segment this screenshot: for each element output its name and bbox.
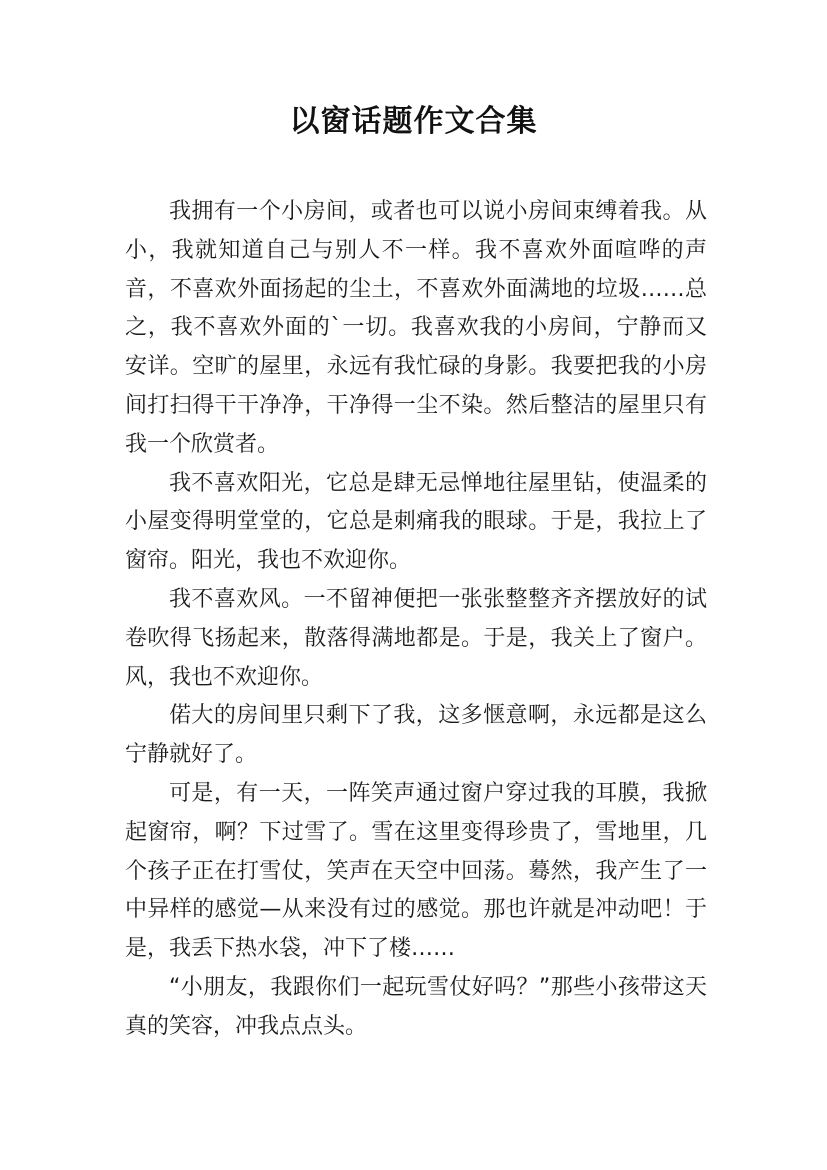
- document-title: 以窗话题作文合集: [289, 104, 538, 139]
- paragraph: 我拥有一个小房间，或者也可以说小房间束缚着我。从小，我就知道自己与别人不一样。我不喜欢外面喧哗的声音，不喜欢外面扬起的尘土，不喜欢外面满地的垃圾……总之，我不喜欢外面的`一切。我喜欢我的小房间，宁静而又安详。空旷的屋里，永远有我忙碌的身影。我要把我的小房间打扫得干干净净，干净得一尘不染。然后整洁的屋里只有我一个欣赏者。: [125, 199, 707, 457]
- paragraph: 我不喜欢阳光，它总是肆无忌惮地往屋里钻，使温柔的小屋变得明堂堂的，它总是刺痛我的眼球。于是，我拉上了窗帘。阳光，我也不欢迎你。: [125, 470, 707, 574]
- paragraph: 偌大的房间里只剩下了我，这多惬意啊，永远都是这么宁静就好了。: [125, 703, 707, 768]
- paragraph: 我不喜欢风。一不留神便把一张张整整齐齐摆放好的试卷吹得飞扬起来，散落得满地都是。于是，我关上了窗户。风，我也不欢迎你。: [125, 586, 707, 690]
- document-body: [125, 193, 707, 1047]
- paragraph: “小朋友，我跟你们一起玩雪仗好吗？”那些小孩带这天真的笑容，冲我点点头。: [125, 974, 707, 1039]
- paragraph: 可是，有一天，一阵笑声通过窗户穿过我的耳膜，我掀起窗帘，啊？下过雪了。雪在这里变得珍贵了，雪地里，几个孩子正在打雪仗，笑声在天空中回荡。蓦然，我产生了一中异样的感觉—从来没有过的感觉。那也许就是冲动吧！于是，我丢下热水袋，冲下了楼……: [125, 780, 707, 962]
